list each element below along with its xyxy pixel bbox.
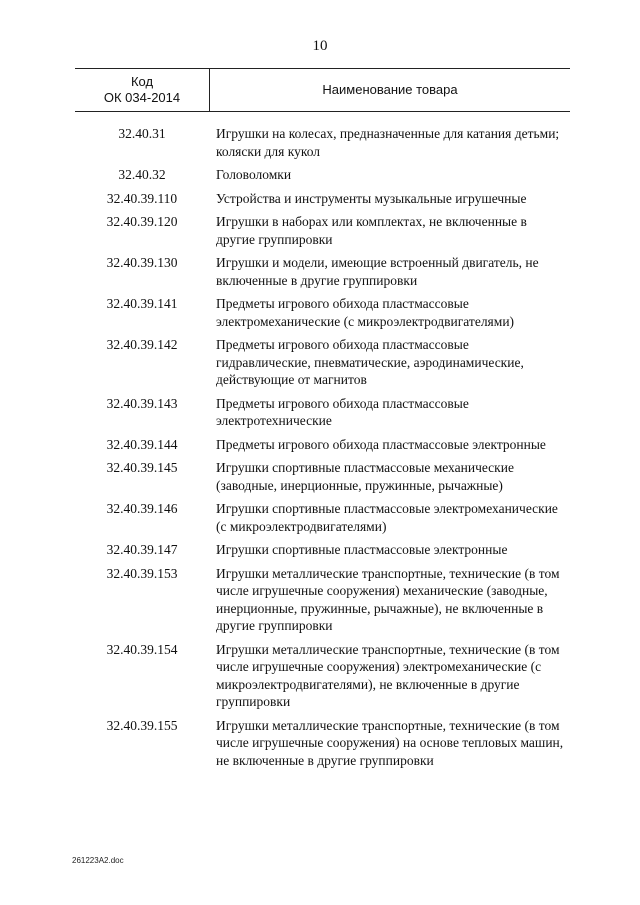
table-row bbox=[75, 541, 570, 559]
table-row bbox=[75, 213, 570, 248]
row-code: 32.40.39.155 bbox=[106, 717, 178, 733]
row-code: 32.40.39.141 bbox=[106, 296, 178, 311]
row-code: 32.40.39.130 bbox=[106, 255, 178, 270]
row-name: Игрушки и модели, имеющие встроенный двигатель, не включенные в другие группировки bbox=[216, 255, 539, 288]
header-code-label: Код bbox=[130, 74, 154, 89]
row-name: Игрушки спортивные пластмассовые механические (заводные, инерционные, пружинные, рычажные) bbox=[216, 460, 514, 493]
table-row bbox=[75, 190, 570, 208]
row-name: Устройства и инструменты музыкальные игрушечные bbox=[216, 190, 527, 206]
table-row bbox=[75, 459, 570, 494]
row-code: 32.40.32 bbox=[118, 167, 166, 182]
row-name: Игрушки металлические транспортные, технические (в том числе игрушечные сооружения) на основе тепловых машин, не включенные в другие группировки bbox=[216, 717, 564, 768]
table-row bbox=[75, 295, 570, 330]
row-code: 32.40.39.147 bbox=[106, 542, 178, 557]
row-code: 32.40.39.120 bbox=[106, 214, 178, 229]
row-name: Игрушки спортивные пластмассовые электромеханические (с микроэлектродвигателями) bbox=[216, 501, 558, 534]
page-number: 10 bbox=[312, 38, 328, 54]
table-row bbox=[75, 395, 570, 430]
row-name: Игрушки металлические транспортные, технические (в том числе игрушечные сооружения) электромеханические (с микроэлектродвигателями), не включенные в другие группировки bbox=[216, 641, 560, 709]
row-code: 32.40.39.110 bbox=[106, 190, 178, 206]
table-row bbox=[75, 717, 570, 770]
row-name: Игрушки на колесах, предназначенные для катания детьми; коляски для кукол bbox=[216, 126, 560, 159]
table-body bbox=[75, 125, 570, 775]
table-row bbox=[75, 336, 570, 389]
table-row bbox=[75, 565, 570, 635]
row-code: 32.40.31 bbox=[118, 126, 166, 141]
row-code: 32.40.39.153 bbox=[106, 565, 178, 581]
header-code-column bbox=[75, 74, 209, 106]
row-name: Предметы игрового обихода пластмассовые электротехнические bbox=[216, 395, 469, 428]
table-row bbox=[75, 436, 570, 454]
table-row bbox=[75, 125, 570, 160]
file-name-footer: 261223A2.doc bbox=[72, 856, 124, 865]
row-code: 32.40.39.144 bbox=[106, 436, 178, 452]
row-code: 32.40.39.145 bbox=[106, 460, 178, 475]
table-header bbox=[75, 68, 570, 112]
table-row bbox=[75, 641, 570, 711]
table-row bbox=[75, 166, 570, 184]
row-name: Головоломки bbox=[216, 167, 292, 182]
table-row bbox=[75, 500, 570, 535]
header-classifier-label: ОК 034-2014 bbox=[103, 90, 181, 105]
row-name: Предметы игрового обихода пластмассовые электромеханические (с микроэлектродвигателями) bbox=[216, 296, 515, 329]
row-name: Игрушки спортивные пластмассовые электронные bbox=[216, 542, 508, 557]
header-name-column: Наименование товара bbox=[322, 82, 458, 97]
row-name: Предметы игрового обихода пластмассовые гидравлические, пневматические, аэродинамические, действующие от магнитов bbox=[216, 337, 524, 387]
row-name: Предметы игрового обихода пластмассовые электронные bbox=[216, 436, 546, 452]
row-code: 32.40.39.143 bbox=[106, 395, 178, 411]
row-name: Игрушки в наборах или комплектах, не включенные в другие группировки bbox=[216, 214, 527, 247]
row-code: 32.40.39.142 bbox=[106, 337, 178, 352]
row-code: 32.40.39.146 bbox=[106, 501, 178, 516]
table-row bbox=[75, 254, 570, 289]
row-code: 32.40.39.154 bbox=[106, 641, 178, 657]
row-name: Игрушки металлические транспортные, технические (в том числе игрушечные сооружения) механические (заводные, инерционные, пружинные, рычажные), не включенные в другие группировки bbox=[216, 565, 560, 633]
